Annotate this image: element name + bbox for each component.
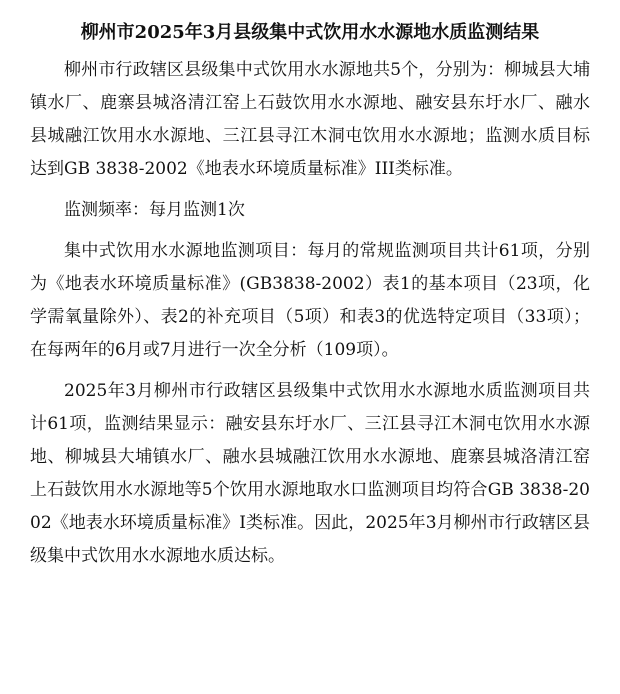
paragraph-monitoring-results: 2025年3月柳州市行政辖区县级集中式饮用水水源地水质监测项目共计61项，监测结果显示：融安县东圩水厂、三江县寻江木洞屯饮用水水源地、柳城县大埔镇水厂、融水县城融江饮用水水源地、鹿寨县城洛清江窑上石鼓饮用水水源地等5个饮用水源地取水口监测项目均符合GB 3838-2002《地表水环境质量标准》Ⅰ类标准。因此，2025年3月柳州市行政辖区县级集中式饮用水水源地水质达标。 (30, 381, 590, 566)
paragraph-monitoring-frequency: 监测频率：每月监测1次 (64, 200, 245, 220)
paragraph-monitoring-items: 集中式饮用水水源地监测项目：每月的常规监测项目共计61项，分别为《地表水环境质量标准》(GB3838-2002）表1的基本项目（23项，化学需氧量除外）、表2的补充项目（5项）和表3的优选特定项目（33项）；在每两年的6月或7月进行一次全分析（109项）。 (30, 241, 590, 360)
document-title: 柳州市2025年3月县级集中式饮用水水源地水质监测结果 (80, 22, 540, 43)
paragraph-water-sources: 柳州市行政辖区县级集中式饮用水水源地共5个，分别为：柳城县大埔镇水厂、鹿寨县城洛清江窑上石鼓饮用水水源地、融安县东圩水厂、融水县城融江饮用水水源地、三江县寻江木洞屯饮用水水源地；监测水质目标达到GB 3838-2002《地表水环境质量标准》III类标准。 (30, 60, 590, 179)
document-page (30, 18, 590, 573)
